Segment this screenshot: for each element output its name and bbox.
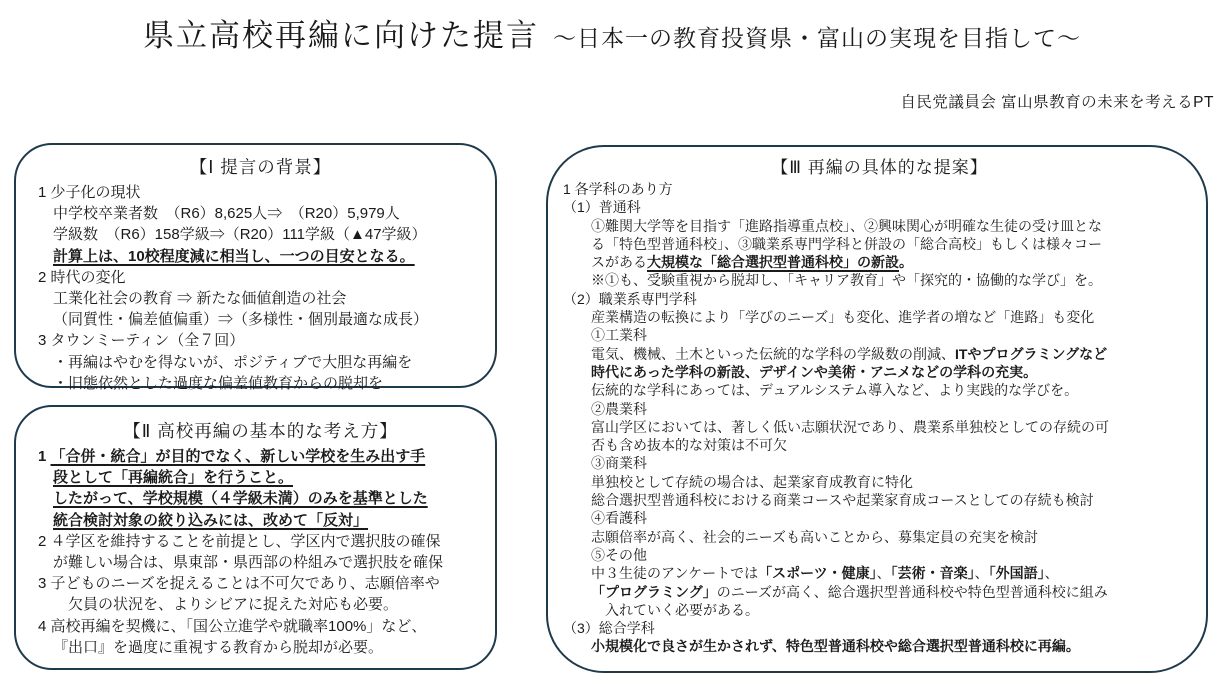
text-run: 、 (876, 565, 891, 582)
section-body-basic-policy (38, 446, 483, 658)
text-run: （3）総合学科 (563, 620, 655, 637)
text-line (38, 203, 483, 224)
text-run: 入れていく必要がある。 (605, 601, 759, 618)
text-run: る「特色型普通科校」、③職業系専門学科と併設の「総合高校」もしくは様々コー (591, 235, 1102, 252)
text-run: が難しい場合は、県東部・県西部の枠組みで選択肢を確保 (53, 554, 444, 572)
page-title (0, 10, 1224, 55)
text-run: 大規模な「総合選択型普通科校」の新設 (647, 254, 899, 271)
text-line (563, 363, 1196, 381)
text-line (38, 510, 483, 531)
section-heading-concrete-proposals: 【Ⅲ 再編の具体的な提案】 (771, 158, 988, 177)
text-line (563, 271, 1196, 289)
text-run: 中３生徒のアンケートでは (591, 565, 759, 582)
text-line (38, 467, 483, 488)
text-line (563, 473, 1196, 491)
text-run: 段として「再編統合」を行うこと。 (53, 469, 294, 487)
text-run: 統合検討対象の絞り込みには、改めて「反対」 (53, 511, 369, 529)
text-run: ・旧態依然とした過度な偏差値教育からの脱却を (53, 374, 384, 392)
text-run: ⑤その他 (591, 546, 647, 563)
text-line (563, 235, 1196, 253)
text-run: 「芸術・音楽」 (890, 565, 975, 582)
text-line (38, 594, 483, 615)
text-line (38, 373, 483, 394)
text-run: 小規模化で良さが生かされず、特色型普通科校や総合選択型普通科校に再編。 (591, 638, 1080, 655)
text-run: 否も含め抜本的な対策は不可欠 (591, 437, 787, 454)
text-line (38, 573, 483, 594)
text-run: 中学校卒業者数 （R6）8,625人⇒ （R20）5,979人 (53, 205, 400, 223)
text-run: 単独校として存続の場合は、起業家育成教育に特化 (591, 473, 913, 490)
text-line (563, 546, 1196, 564)
text-line (38, 352, 483, 373)
section-box-basic-policy (14, 405, 497, 670)
text-line (563, 583, 1196, 601)
text-run: 「合併・統合」が目的でなく、新しい学校を生み出す手 (50, 448, 426, 465)
text-run: ITやプログラミングなど (955, 345, 1108, 362)
text-line (563, 345, 1196, 363)
text-run: 4 高校再編を契機に、「国公立進学や就職率100%」など、 (38, 617, 427, 635)
title-subtitle: ～日本一の教育投資県・富山の実現を目指して～ (553, 25, 1081, 51)
text-line (563, 308, 1196, 326)
text-run: 、 (1044, 565, 1059, 582)
text-run: 産業構造の転換により「学びのニーズ」も変化、進学者の増など「進路」も変化 (591, 309, 1095, 326)
text-line (38, 267, 483, 288)
text-run: 1 (38, 448, 51, 465)
section-box-concrete-proposals (546, 145, 1208, 673)
text-line (563, 400, 1196, 418)
text-run: 計算上は、10校程度減に相当し、一つの目安となる。 (53, 247, 415, 265)
text-run: 3 子どものニーズを捉えることは不可欠であり、志願倍率や (38, 575, 440, 593)
text-run: 富山学区においては、著しく低い志願状況であり、農業系単独校としての存続の可 (591, 418, 1109, 435)
text-run: 「スポーツ・健康」 (758, 565, 877, 582)
section-heading-background: 【Ⅰ 提言の背景】 (189, 157, 332, 177)
text-line (38, 637, 483, 658)
text-line (38, 182, 483, 203)
text-run: 工業化社会の教育 ⇒ 新たな価値創造の社会 (53, 290, 347, 308)
text-line (563, 253, 1196, 271)
text-run: 伝統的な学科にあっては、デュアルシステム導入など、より実践的な学びを。 (591, 382, 1079, 399)
text-line (563, 381, 1196, 399)
text-run: スがある (591, 254, 647, 271)
text-line (563, 436, 1196, 454)
section-box-background (14, 143, 497, 392)
text-line (563, 509, 1196, 527)
text-run: のニーズが高く、総合選択型普通科校や特色型普通科校に組み (716, 583, 1108, 600)
text-run: 、 (974, 565, 989, 582)
text-line (563, 528, 1196, 546)
section-body-concrete-proposals (563, 180, 1196, 656)
text-run: 3 タウンミーティン（全７回） (38, 332, 245, 350)
text-run: 2 ４学区を維持することを前提とし、学区内で選択肢の確保 (38, 532, 441, 550)
text-run: ①工業科 (591, 327, 647, 344)
text-run: 1 各学科のあり方 (563, 181, 673, 197)
text-line (563, 418, 1196, 436)
text-line (563, 619, 1196, 637)
text-run: ②農業科 (591, 400, 647, 417)
text-run: ④看護科 (591, 510, 647, 527)
text-run: （同質性・偏差値偏重）⇒（多様性・個別最適な成長） (53, 311, 429, 329)
text-line (38, 488, 483, 509)
text-run: 欠員の状況を、よりシビアに捉えた対応も必要。 (68, 596, 399, 614)
text-run: 志願倍率が高く、社会的ニーズも高いことから、募集定員の充実を検討 (591, 528, 1039, 545)
text-run: 『出口』を過度に重視する教育から脱却が必要。 (53, 638, 384, 656)
text-run: したがって、学校規模（４学級未満）のみを基準とした (53, 490, 428, 508)
text-line (38, 224, 483, 245)
text-line (563, 326, 1196, 344)
section-body-background (38, 182, 483, 394)
author-credit: 自民党議員会 富山県教育の未来を考えるPT (900, 94, 1214, 111)
text-line (38, 616, 483, 637)
text-line (563, 198, 1196, 216)
text-run: 時代にあった学科の新設、デザインや美術・アニメなどの学科の充実。 (591, 363, 1038, 380)
text-line (563, 564, 1196, 582)
text-line (38, 552, 483, 573)
text-run: （2）職業系専門学科 (563, 290, 697, 307)
section-heading-basic-policy: 【Ⅱ 高校再編の基本的な考え方】 (123, 421, 398, 441)
text-line (563, 454, 1196, 472)
text-run: 2 時代の変化 (38, 268, 126, 286)
text-run: ③商業科 (591, 455, 647, 472)
text-run: 1 少子化の現状 (38, 184, 141, 201)
text-run: ・再編はやむを得ないが、ポジティブで大胆な再編を (53, 353, 413, 371)
text-line (38, 288, 483, 309)
text-run: 。 (899, 254, 913, 271)
text-run: 電気、機械、土木といった伝統的な学科の学級数の削減、 (591, 345, 955, 362)
text-run: 学級数 （R6）158学級⇒（R20）111学級（▲47学級） (53, 226, 427, 244)
text-line (563, 180, 1196, 198)
text-line (38, 531, 483, 552)
text-line (38, 309, 483, 330)
text-line (38, 246, 483, 267)
text-line (563, 217, 1196, 235)
text-run: ①難関大学等を目指す「進路指導重点校」、②興味関心が明確な生徒の受け皿とな (591, 217, 1102, 234)
title-main: 県立高校再編に向けた提言 (143, 18, 539, 53)
text-run: （1）普通科 (563, 199, 641, 216)
text-run: 「プログラミング」 (591, 583, 717, 600)
text-line (38, 330, 483, 351)
text-line (563, 637, 1196, 655)
text-line (563, 290, 1196, 308)
text-run: 「外国語」 (988, 565, 1045, 582)
text-line (563, 601, 1196, 619)
text-run: ※①も、受験重視から脱却し、「キャリア教育」や「探究的・協働的な学び」を。 (591, 272, 1102, 289)
text-line (563, 491, 1196, 509)
text-line (38, 446, 483, 467)
text-run: 総合選択型普通科校における商業コースや起業家育成コースとしての存続も検討 (591, 492, 1094, 509)
